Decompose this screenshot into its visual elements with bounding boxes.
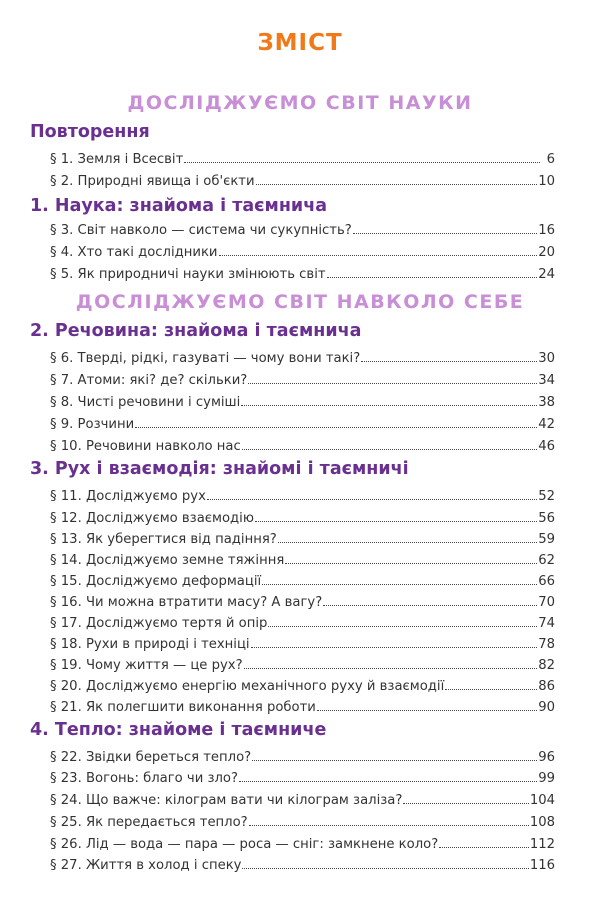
toc-entry[interactable] <box>50 612 555 632</box>
toc-entry[interactable] <box>50 633 555 653</box>
toc-entry-label: § 17. Досліджуємо тертя й опір <box>50 616 268 631</box>
toc-entry-label: § 14. Досліджуємо земне тяжіння <box>50 553 285 568</box>
toc-entry-page: 108 <box>529 815 555 830</box>
dot-leader <box>353 219 537 234</box>
toc-entry-page: 90 <box>538 700 555 715</box>
toc-entry[interactable] <box>50 570 555 590</box>
dot-leader <box>184 148 540 163</box>
toc-entry-label: § 12. Досліджуємо взаємодію <box>50 511 254 526</box>
dot-leader <box>327 263 538 278</box>
toc-entry-page: 24 <box>538 267 555 282</box>
toc-entry-page: 46 <box>538 439 555 454</box>
toc-entry-page: 52 <box>538 489 555 504</box>
dot-leader <box>219 241 538 256</box>
dot-leader <box>242 854 528 869</box>
toc-entry[interactable] <box>50 507 555 527</box>
toc-entry-label: § 16. Чи можна втратити масу? А вагу? <box>50 595 323 610</box>
toc-entry-page: 116 <box>529 858 555 873</box>
toc-entry-label: § 8. Чисті речовини і суміші <box>50 395 241 410</box>
toc-entry[interactable] <box>50 767 555 787</box>
toc-entry-label: § 9. Розчини <box>50 417 135 432</box>
dot-leader <box>285 549 537 564</box>
toc-entry-page: 6 <box>546 152 555 167</box>
toc-entry-label: § 21. Як полегшити виконання роботи <box>50 700 316 715</box>
dot-leader <box>403 789 528 804</box>
page-title: ЗМІСТ <box>257 30 343 56</box>
toc-entry-page: 62 <box>538 553 555 568</box>
dot-leader <box>278 528 537 543</box>
toc-entry[interactable] <box>50 347 555 367</box>
toc-entry-label: § 20. Досліджуємо енергію механічного руху й взаємодії <box>50 679 445 694</box>
toc-entry-label: § 3. Світ навколо — система чи сукупність? <box>50 223 352 238</box>
dot-leader <box>239 767 537 782</box>
toc-entry[interactable] <box>50 549 555 569</box>
toc-entry[interactable] <box>50 654 555 674</box>
toc-entry-page: 104 <box>529 793 555 808</box>
dot-leader <box>248 369 537 384</box>
toc-entry-page: 16 <box>538 223 555 238</box>
toc-entry-label: § 27. Життя в холод і спеку <box>50 858 242 873</box>
chapter-title-review: Повторення <box>30 122 150 142</box>
toc-entry[interactable] <box>50 219 555 239</box>
toc-entry-page: 59 <box>538 532 555 547</box>
toc-entry-label: § 26. Лід — вода — пара — роса — сніг: замкнене коло? <box>50 837 439 852</box>
toc-entry[interactable] <box>50 528 555 548</box>
toc-entry-label: § 2. Природні явища і об'єкти <box>50 174 255 189</box>
toc-entry[interactable] <box>50 811 555 831</box>
toc-entry[interactable] <box>50 369 555 389</box>
toc-entry[interactable] <box>50 789 555 809</box>
toc-entry-label: § 15. Досліджуємо деформації <box>50 574 262 589</box>
dot-leader <box>251 633 538 648</box>
dot-leader <box>252 746 537 761</box>
toc-entry-page: 66 <box>538 574 555 589</box>
toc-entry-page: 34 <box>538 373 555 388</box>
toc-entry-label: § 25. Як передається тепло? <box>50 815 248 830</box>
dot-leader <box>256 170 538 185</box>
toc-entry-label: § 10. Речовини навколо нас <box>50 439 241 454</box>
toc-entry-label: § 7. Атоми: які? де? скільки? <box>50 373 248 388</box>
toc-entry-page: 38 <box>538 395 555 410</box>
toc-entry-label: § 6. Тверді, рідкі, газуваті — чому вони такі? <box>50 351 361 366</box>
toc-entry-label: § 19. Чому життя — це рух? <box>50 658 243 673</box>
toc-entry-label: § 4. Хто такі дослідники <box>50 245 218 260</box>
dot-leader <box>249 811 529 826</box>
toc-entry-page: 10 <box>538 174 555 189</box>
toc-entry[interactable] <box>50 675 555 695</box>
toc-entry[interactable] <box>50 263 555 283</box>
dot-leader <box>255 507 537 522</box>
toc-entry-page: 42 <box>538 417 555 432</box>
toc-entry[interactable] <box>50 746 555 766</box>
toc-entry-label: § 23. Вогонь: благо чи зло? <box>50 771 238 786</box>
toc-entry-page: 99 <box>538 771 555 786</box>
chapter-title-science: 1. Наука: знайома і таємнича <box>30 196 328 216</box>
dot-leader <box>361 347 537 362</box>
chapter-title-matter: 2. Речовина: знайома і таємнича <box>30 321 362 341</box>
dot-leader <box>439 833 529 848</box>
toc-entry-page: 86 <box>538 679 555 694</box>
dot-leader <box>242 435 537 450</box>
toc-entry-page: 78 <box>538 637 555 652</box>
toc-entry-page: 20 <box>538 245 555 260</box>
toc-entry[interactable] <box>50 391 555 411</box>
dot-leader <box>207 485 537 500</box>
toc-entry-label: § 24. Що важче: кілограм вати чи кілограм заліза? <box>50 793 403 808</box>
dot-leader <box>268 612 537 627</box>
toc-entry[interactable] <box>50 413 555 433</box>
toc-entry[interactable] <box>50 241 555 261</box>
dot-leader <box>445 675 537 690</box>
dot-leader <box>241 391 537 406</box>
toc-entry-label: § 13. Як уберегтися від падіння? <box>50 532 277 547</box>
toc-entry-label: § 5. Як природничі науки змінюють світ <box>50 267 326 282</box>
toc-entry[interactable] <box>50 696 555 716</box>
dot-leader <box>317 696 537 711</box>
toc-entry[interactable] <box>50 485 555 505</box>
dot-leader <box>323 591 537 606</box>
dot-leader <box>262 570 537 585</box>
toc-entry-page: 74 <box>538 616 555 631</box>
toc-entry-page: 96 <box>538 750 555 765</box>
toc-entry-page: 30 <box>538 351 555 366</box>
dot-leader <box>244 654 538 669</box>
part-heading-science: ДОСЛІДЖУЄМО СВІТ НАУКИ <box>127 92 473 114</box>
toc-entry[interactable] <box>50 170 555 190</box>
toc-entry-label: § 22. Звідки береться тепло? <box>50 750 252 765</box>
toc-entry[interactable] <box>50 854 555 874</box>
toc-entry-page: 56 <box>538 511 555 526</box>
chapter-title-heat: 4. Тепло: знайоме і таємниче <box>30 720 327 740</box>
part-heading-world: ДОСЛІДЖУЄМО СВІТ НАВКОЛО СЕБЕ <box>75 291 525 313</box>
dot-leader <box>135 413 537 428</box>
toc-entry-page: 112 <box>529 837 555 852</box>
chapter-title-motion: 3. Рух і взаємодія: знайомі і таємничі <box>30 459 409 479</box>
toc-entry-label: § 18. Рухи в природі і техніці <box>50 637 250 652</box>
toc-entry-label: § 1. Земля і Всесвіт <box>50 152 184 167</box>
toc-entry-label: § 11. Досліджуємо рух <box>50 489 206 504</box>
toc-entry-page: 82 <box>538 658 555 673</box>
toc-entry[interactable] <box>50 148 555 168</box>
toc-entry[interactable] <box>50 435 555 455</box>
toc-entry[interactable] <box>50 833 555 853</box>
toc-entry-page: 70 <box>538 595 555 610</box>
toc-entry[interactable] <box>50 591 555 611</box>
